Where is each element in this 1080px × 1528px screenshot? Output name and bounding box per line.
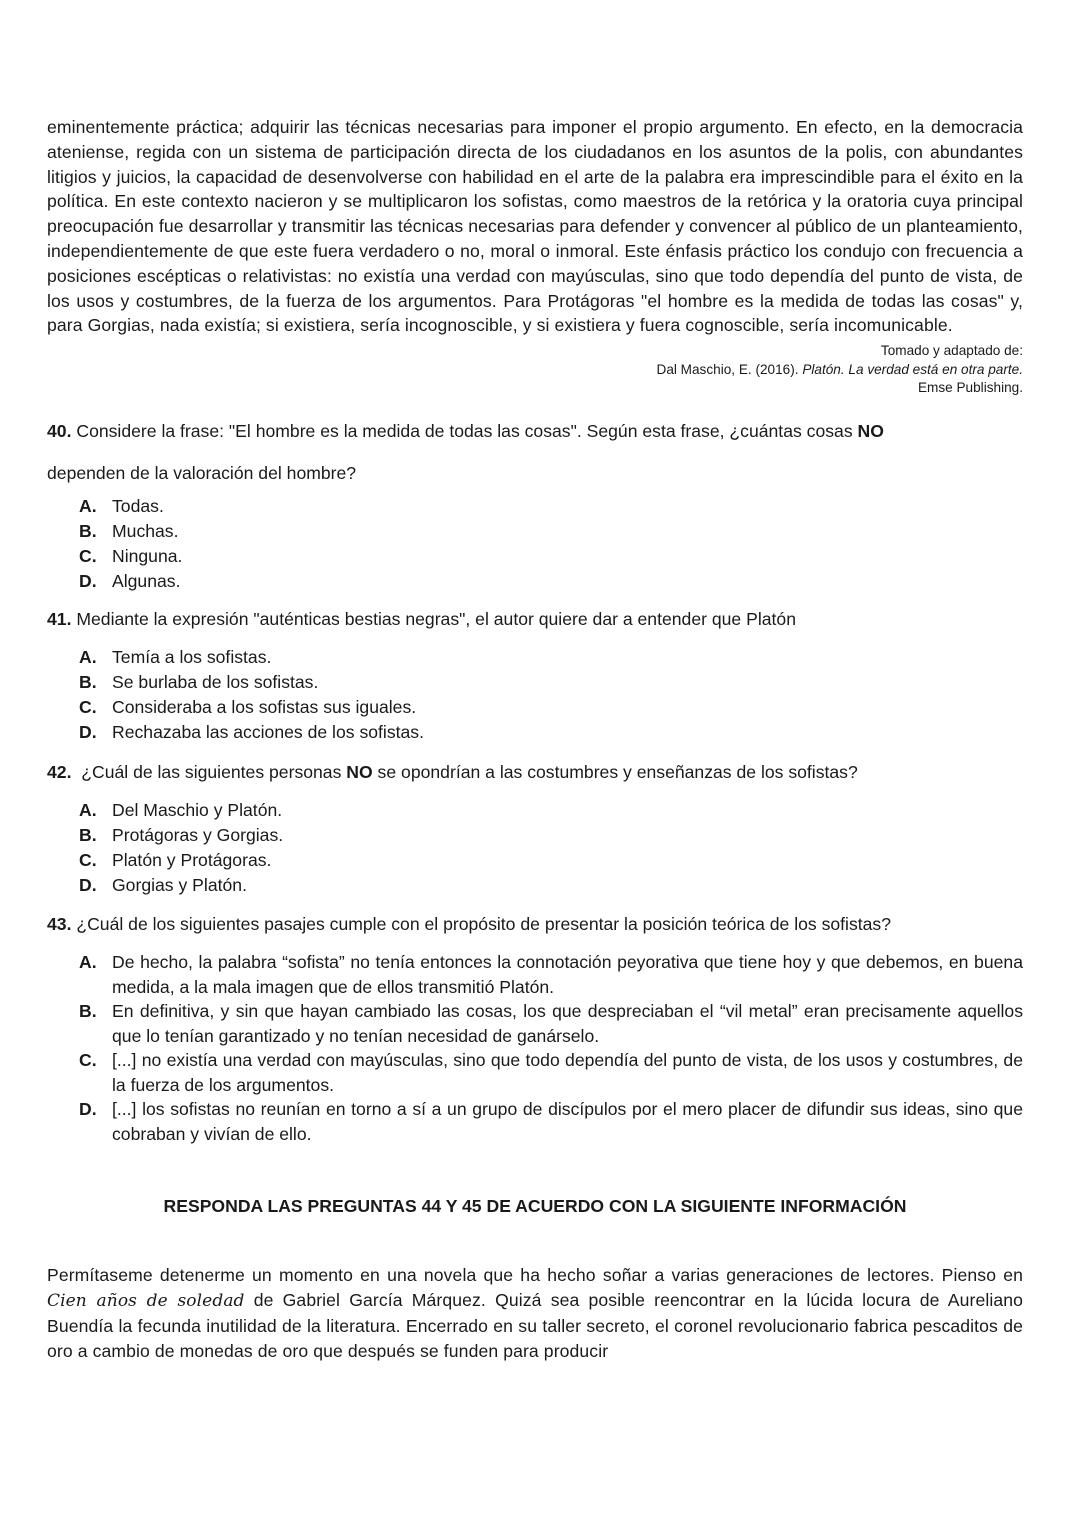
option[interactable] [79, 999, 1023, 1048]
source-author: Dal Maschio, E. (2016). [656, 361, 803, 377]
intro-paragraph: eminentemente práctica; adquirir las técnicas necesarias para imponer el propio argumento. En efecto, en la democracia ateniense, regida con un sistema de participación directa de los ciudadanos en los asuntos de la polis, con abundantes litigios y juicios, la capacidad de desenvolverse con habilidad en el arte de la palabra era imprescindible para el éxito en la política. En este contexto nacieron y se multiplicaron los sofistas, como maestros de la retórica y la oratoria cuya principal preocupación fue desarrollar y transmitir las técnicas necesarias para defender y convencer al público de un planteamiento, independientemente de que este fuera verdadero o no, moral o inmoral. Este énfasis práctico los condujo con frecuencia a posiciones escépticas o relativistas: no existía una verdad con mayúsculas, sino que todo dependía del punto de vista, de los usos y costumbres, de la fuerza de los argumentos. Para Protágoras "el hombre es la medida de todas las cosas" y, para Gorgias, nada existía; si existiera, sería incognoscible, y si existiera y fuera cognoscible, sería incomunicable. [47, 117, 1023, 336]
question-40 [47, 419, 1023, 594]
question-42-bold: NO [346, 762, 373, 783]
option[interactable] [79, 695, 1023, 720]
option[interactable] [79, 798, 1023, 823]
question-42-prompt [47, 760, 1023, 784]
option[interactable] [79, 519, 1023, 544]
question-42-text-after: se opondrían a las costumbres y enseñanzas de los sofistas? [372, 762, 858, 783]
question-41-number: 41. [47, 609, 72, 630]
option[interactable] [79, 950, 1023, 999]
option-letter: A. [79, 496, 97, 517]
question-43-number: 43. [47, 914, 72, 935]
question-42 [47, 760, 1023, 898]
option-text: Todas. [112, 496, 164, 517]
source-citation [47, 342, 1023, 397]
final-paragraph-part2: de Gabriel García Márquez. Quizá sea posible reencontrar en la lúcida locura de Aureliano Buendía la fecunda inutilidad de la literatura. Encerrado en su taller secreto, el coronel revolucionario fabrica pescaditos de oro a cambio de monedas de oro que después se funden para producir [47, 1290, 1023, 1361]
question-43-options [47, 950, 1023, 1146]
option[interactable] [79, 645, 1023, 670]
option-text: Muchas. [112, 521, 179, 542]
option-letter: A. [79, 647, 97, 668]
question-43-prompt [47, 912, 1023, 936]
option[interactable] [79, 1048, 1023, 1097]
option-text: Algunas. [112, 571, 181, 592]
option-letter: D. [79, 875, 97, 896]
option[interactable] [79, 720, 1023, 745]
question-41-prompt [47, 607, 1023, 631]
option-letter: B. [79, 521, 97, 542]
question-40-prompt-line2: dependen de la valoración del hombre? [47, 463, 357, 484]
option[interactable] [79, 494, 1023, 519]
final-paragraph-part1: Permítaseme detenerme un momento en una novela que ha hecho soñar a varias generaciones de lectores. Pienso en [47, 1265, 1023, 1286]
option-letter: B. [79, 825, 97, 846]
question-40-prompt [47, 419, 1023, 443]
final-paragraph [47, 1263, 1023, 1363]
option-letter: A. [79, 800, 97, 821]
option[interactable] [79, 670, 1023, 695]
option-text: Consideraba a los sofistas sus iguales. [112, 697, 417, 718]
option-letter: C. [79, 697, 97, 718]
option-text: Del Maschio y Platón. [112, 800, 283, 821]
option[interactable] [79, 544, 1023, 569]
question-42-options [47, 798, 1023, 898]
option-letter: C. [79, 546, 97, 567]
option-letter: B. [79, 672, 97, 693]
option-letter: A. [79, 952, 97, 973]
question-43-text: ¿Cuál de los siguientes pasajes cumple con el propósito de presentar la posición teórica de los sofistas? [71, 914, 892, 935]
section-heading: RESPONDA LAS PREGUNTAS 44 Y 45 DE ACUERDO CON LA SIGUIENTE INFORMACIÓN [163, 1196, 907, 1217]
option-text: En definitiva, y sin que hayan cambiado las cosas, los que despreciaban el “vil metal” eran precisamente aquellos que lo tenían garantizado y no tenían necesidad de ganárselo. [112, 1001, 1023, 1046]
book-title: Cien años de soledad [47, 1291, 245, 1312]
option-text: Protágoras y Gorgias. [112, 825, 284, 846]
option[interactable] [79, 1097, 1023, 1146]
option-text: Se burlaba de los sofistas. [112, 672, 319, 693]
source-title: Platón. La verdad está en otra parte. [802, 361, 1023, 377]
question-40-number: 40. [47, 421, 72, 442]
option[interactable] [79, 569, 1023, 594]
option-text: Temía a los sofistas. [112, 647, 272, 668]
question-41-text: Mediante la expresión "auténticas bestias negras", el autor quiere dar a entender que Platón [71, 609, 796, 630]
option-text: Ninguna. [112, 546, 183, 567]
option[interactable] [79, 848, 1023, 873]
question-42-number: 42. [47, 762, 72, 783]
source-publisher: Emse Publishing. [917, 379, 1023, 395]
option[interactable] [79, 873, 1023, 898]
option-text: De hecho, la palabra “sofista” no tenía entonces la connotación peyorativa que tiene hoy y que debemos, en buena medida, a la mala imagen que de ellos transmitió Platón. [112, 952, 1023, 997]
question-40-bold: NO [857, 421, 884, 442]
option-text: Rechazaba las acciones de los sofistas. [112, 722, 424, 743]
option-letter: D. [79, 1099, 97, 1120]
option[interactable] [79, 823, 1023, 848]
question-41 [47, 607, 1023, 745]
option-text: Platón y Protágoras. [112, 850, 272, 871]
option-letter: C. [79, 850, 97, 871]
source-line1: Tomado y adaptado de: [880, 343, 1023, 359]
question-40-options [47, 494, 1023, 594]
option-text: Gorgias y Platón. [112, 875, 247, 896]
question-41-options [47, 645, 1023, 745]
option-letter: D. [79, 722, 97, 743]
option-letter: C. [79, 1050, 97, 1071]
option-letter: B. [79, 1001, 97, 1022]
option-text: [...] no existía una verdad con mayúsculas, sino que todo dependía del punto de vista, de los usos y costumbres, de la fuerza de los argumentos. [112, 1050, 1023, 1095]
document-page [47, 115, 1023, 1364]
option-letter: D. [79, 571, 97, 592]
question-40-text: Considere la frase: "El hombre es la medida de todas las cosas". Según esta frase, ¿cuántas cosas [71, 421, 858, 442]
question-43 [47, 912, 1023, 1146]
source-reference [47, 361, 1023, 379]
option-text: [...] los sofistas no reunían en torno a sí a un grupo de discípulos por el mero placer de difundir sus ideas, sino que cobraban y vivían de ello. [112, 1099, 1023, 1144]
question-42-text: ¿Cuál de las siguientes personas [71, 762, 347, 783]
